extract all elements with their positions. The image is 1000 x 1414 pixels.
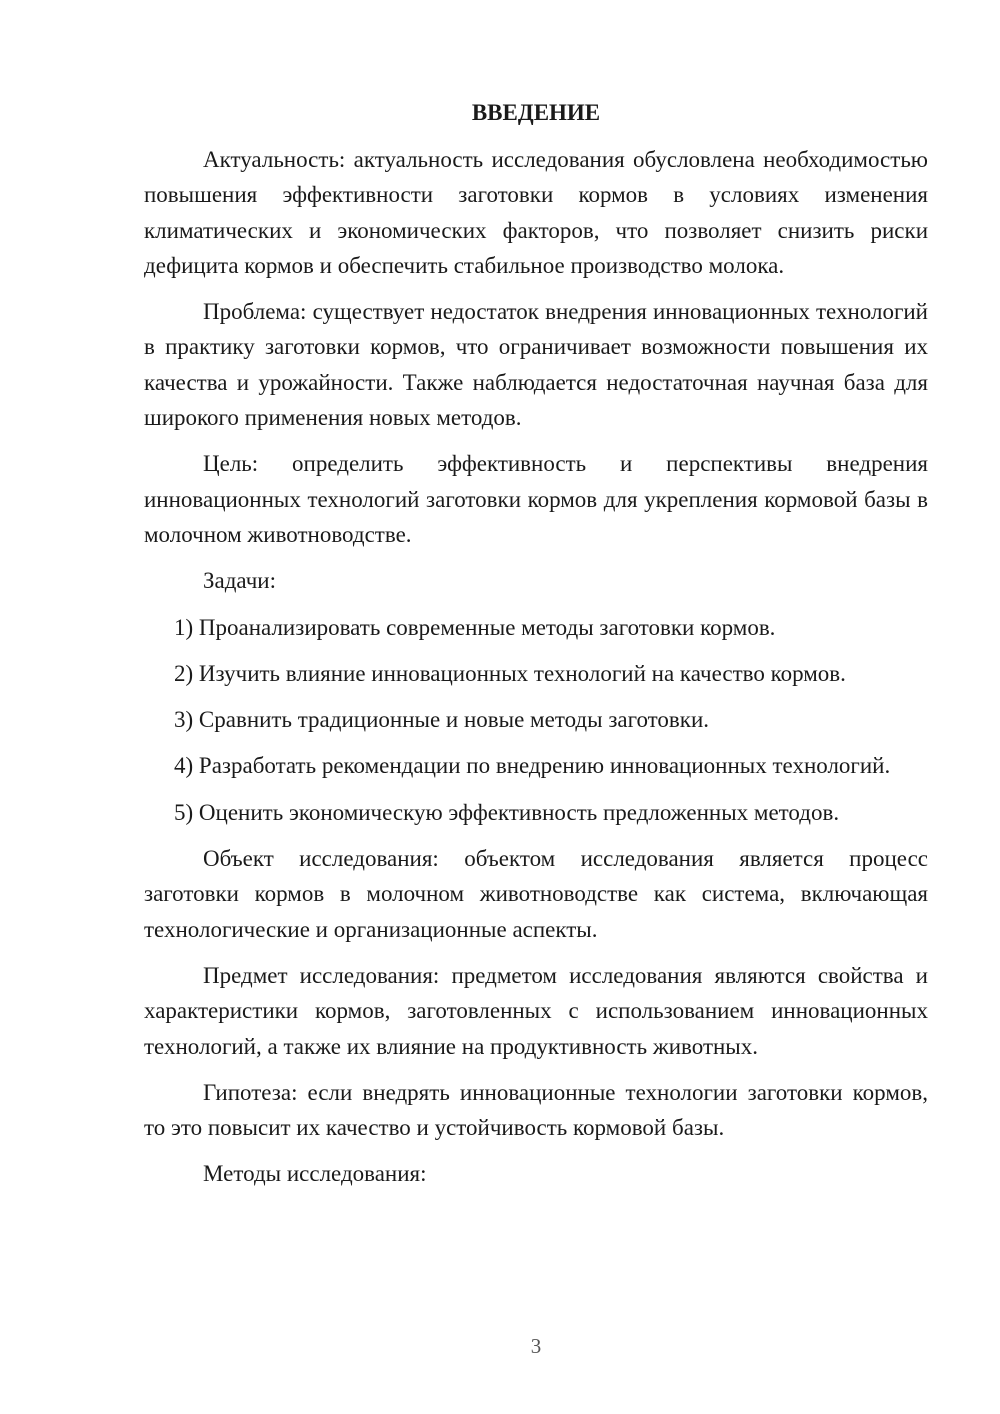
- paragraph-relevance: Актуальность: актуальность исследования обусловлена необходимостью повышения эффективности заготовки кормов в условиях изменения климатических и экономических факторов, что позволяет снизить риски дефицита кормов и обеспечить стабильное производство молока.: [144, 147, 928, 278]
- paragraph-methods-label: Методы исследования:: [203, 1161, 427, 1187]
- page-content: [144, 95, 928, 1192]
- paragraph-object: Объект исследования: объектом исследования является процесс заготовки кормов в молочном животноводстве как система, включающая технологические и организационные аспекты.: [144, 846, 928, 942]
- paragraph-goal: Цель: определить эффективность и перспективы внедрения инновационных технологий заготовки кормов для укрепления кормовой базы в молочном животноводстве.: [144, 451, 928, 547]
- task-item-1: 1) Проанализировать современные методы заготовки кормов.: [174, 614, 776, 640]
- paragraph-subject: Предмет исследования: предметом исследования являются свойства и характеристики кормов, заготовленных с использованием инновационных технологий, а также их влияние на продуктивность животных.: [144, 962, 928, 1059]
- paragraph-tasks-label: Задачи:: [203, 568, 276, 594]
- task-item-3: 3) Сравнить традиционные и новые методы заготовки.: [174, 707, 710, 733]
- task-item-2: 2) Изучить влияние инновационных технологий на качество кормов.: [174, 660, 846, 686]
- page-number: 3: [530, 1334, 542, 1358]
- paragraph-problem: Проблема: существует недостаток внедрения инновационных технологий в практику заготовки кормов, что ограничивает возможности повышения их качества и урожайности. Также наблюдается недостаточная научная база для широкого применения новых методов.: [144, 299, 928, 431]
- task-item-5: 5) Оценить экономическую эффективность предложенных методов.: [174, 799, 840, 825]
- section-heading: ВВЕДЕНИЕ: [471, 100, 601, 125]
- paragraph-hypothesis: Гипотеза: если внедрять инновационные технологии заготовки кормов, то это повысит их качество и устойчивость кормовой базы.: [144, 1079, 928, 1141]
- task-item-4: 4) Разработать рекомендации по внедрению инновационных технологий.: [174, 753, 891, 779]
